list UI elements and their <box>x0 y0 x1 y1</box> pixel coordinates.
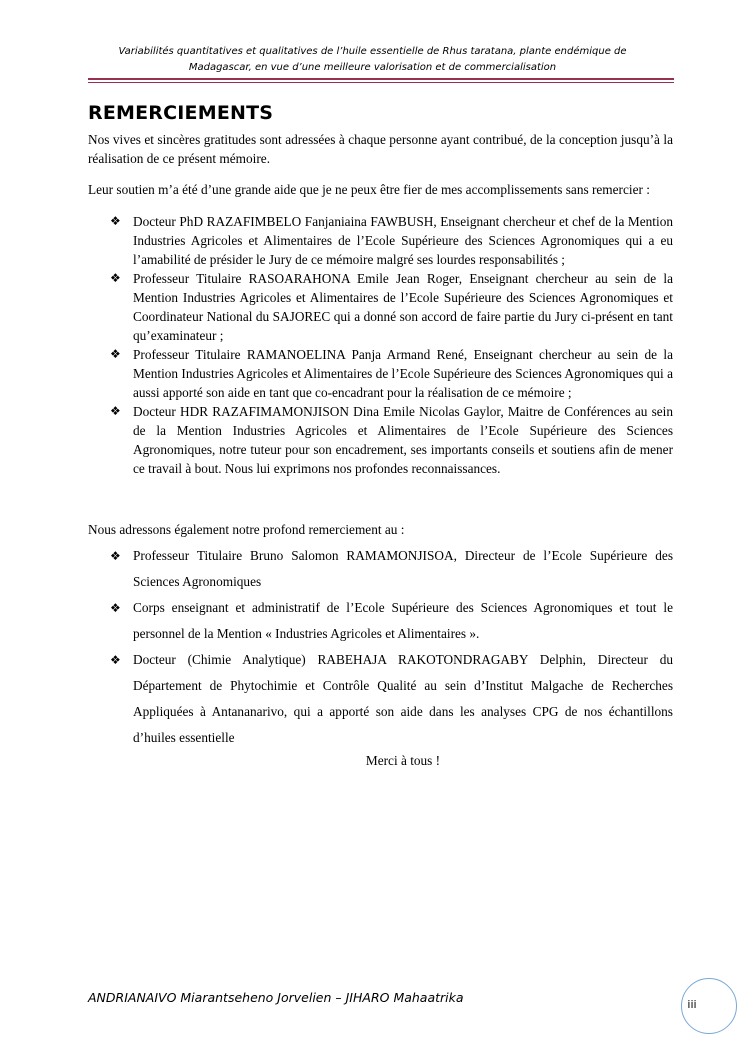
list-item <box>88 269 673 345</box>
acknowledgement-list <box>88 543 673 751</box>
list-item <box>88 402 673 478</box>
page-body <box>88 130 673 770</box>
list-item-text: Professeur Titulaire RASOARAHONA Emile Jean Roger, Enseignant chercheur au sein de la Mention Industries Agricoles et Alimentaires de l’Ecole Supérieure des Sciences Agronomiques et Coordinateur National du SAJOREC qui a donné son accord de faire partie du Jury ci-présent en tant qu’examinateur ; <box>133 271 673 343</box>
running-header <box>95 44 650 76</box>
list-item <box>88 345 673 402</box>
closing-line: Merci à tous ! <box>365 753 441 768</box>
list-item-text: Professeur Titulaire Bruno Salomon RAMAMONJISOA, Directeur de l’Ecole Supérieure des Sciences Agronomiques <box>133 548 673 589</box>
diamond-bullet-icon: ❖ <box>110 601 121 615</box>
also-intro: Nous adressons également notre profond remerciement au : <box>88 522 405 537</box>
header-rule-thick <box>88 78 674 80</box>
list-item-text: Corps enseignant et administratif de l’Ecole Supérieure des Sciences Agronomiques et tout le personnel de la Mention « Industries Agricoles et Alimentaires ». <box>133 600 673 641</box>
list-item-text: Docteur (Chimie Analytique) RABEHAJA RAKOTONDRAGABY Delphin, Directeur du Département de Phytochimie et Contrôle Qualité au sein d’Institut Malgache de Recherches Appliquées à Antananarivo, qui a apporté son aide dans les analyses CPG de nos échantillons d’huiles essentielle <box>133 652 673 745</box>
list-item <box>88 595 673 647</box>
list-item <box>88 647 673 751</box>
intro-paragraph-1: Nos vives et sincères gratitudes sont adressées à chaque personne ayant contribué, de la conception jusqu’à la réalisation de ce présent mémoire. <box>88 132 673 166</box>
list-item <box>88 543 673 595</box>
page-title: REMERCIEMENTS <box>88 102 274 124</box>
page-number: iii <box>687 998 697 1011</box>
running-header-line-1: Variabilités quantitatives et qualitatives de l’huile essentielle de Rhus taratana, plante endémique de <box>118 46 627 57</box>
footer-authors: ANDRIANAIVO Miarantseheno Jorvelien – JIHARO Mahaatrika <box>88 990 464 1005</box>
jury-list <box>88 212 673 478</box>
list-item <box>88 212 673 269</box>
list-item-text: Docteur HDR RAZAFIMAMONJISON Dina Emile Nicolas Gaylor, Maitre de Conférences au sein de la Mention Industries Agricoles et Alimentaires de l’Ecole Supérieure des Sciences Agronomiques, notre tuteur pour son encadrement, ses importants conseils et soutiens afin de mener ce travail à bout. Nous lui exprimons nos profondes reconnaissances. <box>133 404 673 476</box>
diamond-bullet-icon: ❖ <box>110 271 121 285</box>
header-rule-thin <box>88 82 674 83</box>
running-header-line-2: Madagascar, en vue d’une meilleure valorisation et de commercialisation <box>188 62 557 73</box>
diamond-bullet-icon: ❖ <box>110 347 121 361</box>
diamond-bullet-icon: ❖ <box>110 404 121 418</box>
intro-paragraph-2: Leur soutien m’a été d’une grande aide que je ne peux être fier de mes accomplissements sans remercier : <box>88 182 650 197</box>
diamond-bullet-icon: ❖ <box>110 549 121 563</box>
diamond-bullet-icon: ❖ <box>110 214 121 228</box>
list-item-text: Docteur PhD RAZAFIMBELO Fanjaniaina FAWBUSH, Enseignant chercheur et chef de la Mention Industries Agricoles et Alimentaires de l’Ecole Supérieure des Sciences Agronomiques qui a eu l’amabilité de présider le Jury de ce mémoire malgré ses lourdes responsabilités ; <box>133 214 673 267</box>
list-item-text: Professeur Titulaire RAMANOELINA Panja Armand René, Enseignant chercheur au sein de la Mention Industries Agricoles et Alimentaires de l’Ecole Supérieure des Sciences Agronomiques qui a aussi apporté son aide en tant que co-encadrant pour la réalisation de ce mémoire ; <box>133 347 673 400</box>
diamond-bullet-icon: ❖ <box>110 653 121 667</box>
